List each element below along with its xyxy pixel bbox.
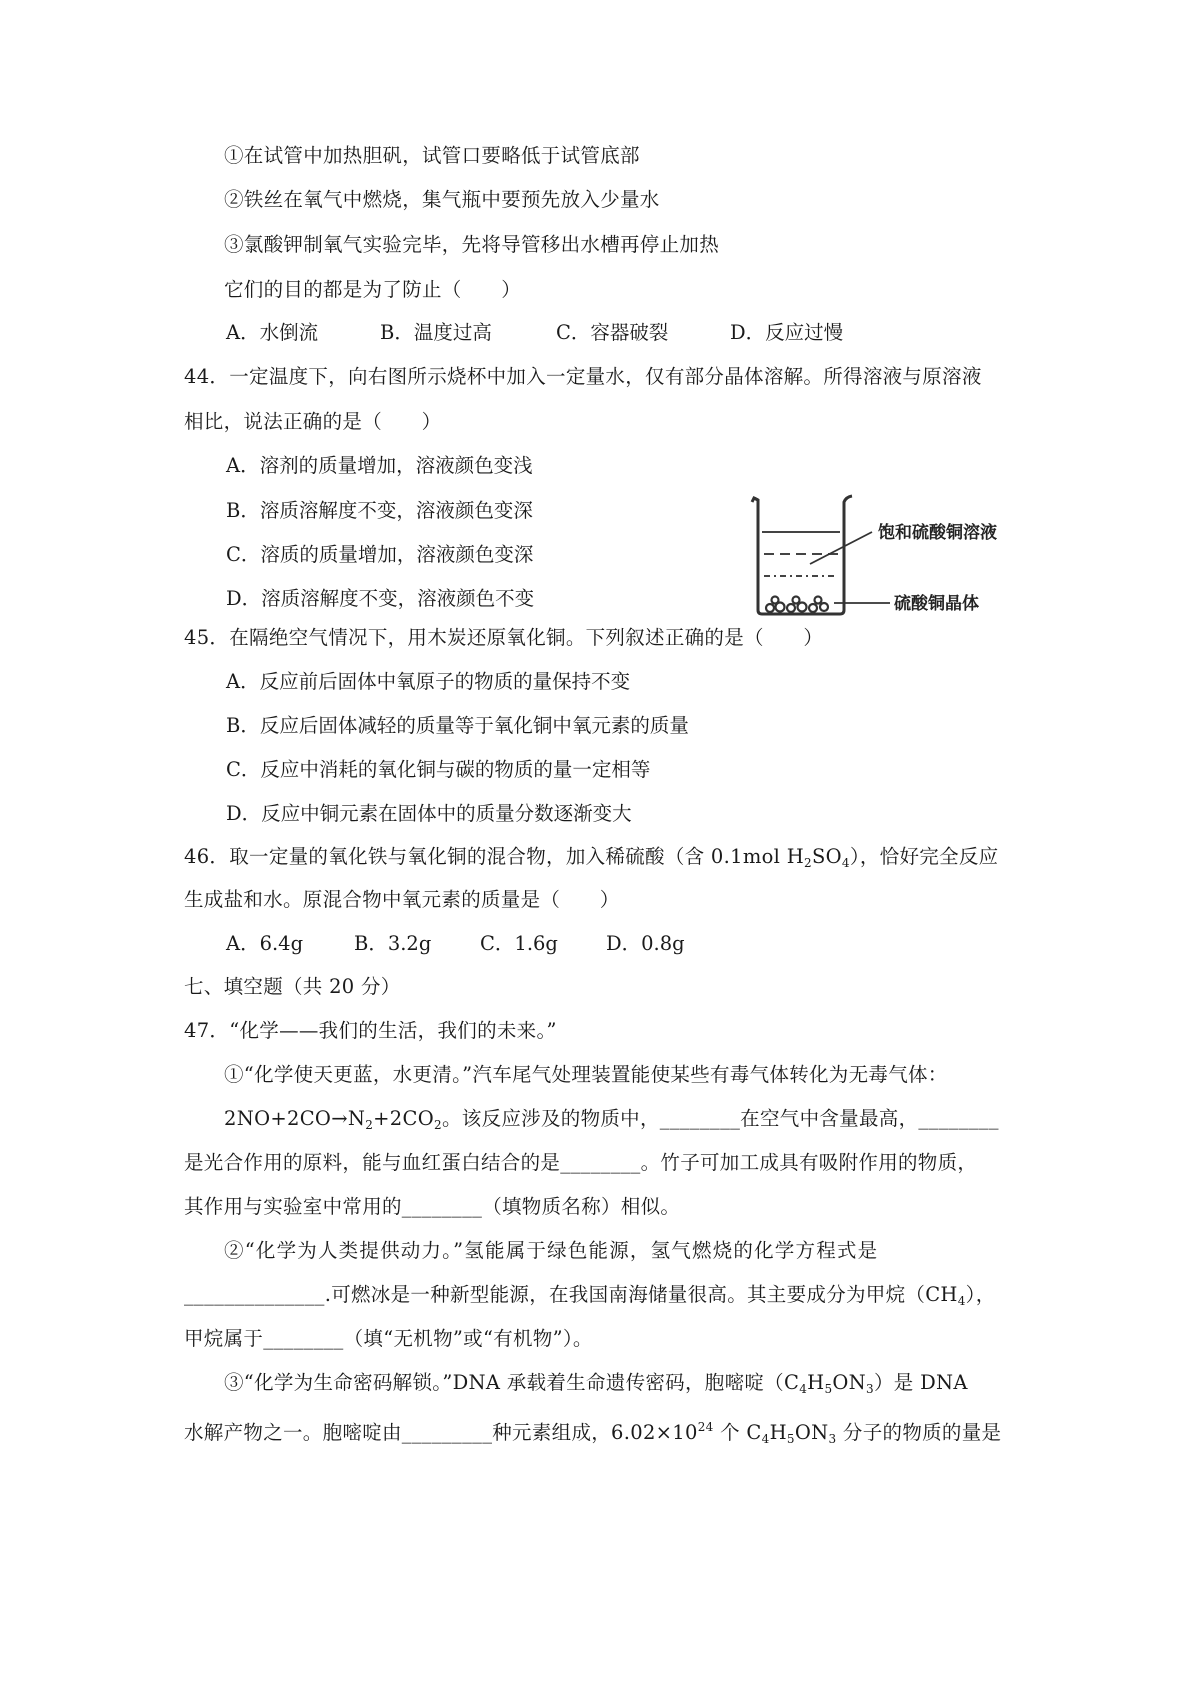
- equation-sub-n2: 2: [365, 1118, 374, 1132]
- q46-option-b: B．3.2g: [354, 932, 432, 955]
- part2-sub-4: 4: [957, 1294, 966, 1308]
- q46-stem-line1: [184, 843, 998, 877]
- q46-stem-part2: SO: [811, 845, 842, 868]
- equation-co: +2CO: [373, 1107, 435, 1130]
- q43-option-b: B．温度过高: [380, 321, 492, 344]
- part3-sub-c: 4: [799, 1382, 808, 1396]
- q43-stem: 它们的目的都是为了防止（ ）: [224, 278, 522, 301]
- part3-h: H: [807, 1371, 825, 1394]
- q47-part1-line4: 其作用与实验室中常用的________（填物质名称）相似。: [184, 1195, 681, 1218]
- part3-exponent: 24: [697, 1420, 714, 1434]
- q45-stem: 45．在隔绝空气情况下，用木炭还原氧化铜。下列叙述正确的是（ ）: [184, 626, 824, 649]
- equation-n: N: [347, 1107, 366, 1130]
- q43-option-a: A．水倒流: [226, 321, 319, 344]
- label-crystal: 硫酸铜晶体: [894, 594, 979, 614]
- part3-line2-b: 个 C: [713, 1421, 762, 1444]
- part3-line2-sub-h: 5: [786, 1432, 795, 1446]
- q44-option-c: C．溶质的质量增加，溶液颜色变深: [226, 543, 534, 566]
- q43-item-1: ①在试管中加热胆矾，试管口要略低于试管底部: [224, 144, 640, 167]
- q43-item-2: ②铁丝在氧气中燃烧，集气瓶中要预先放入少量水: [224, 188, 660, 211]
- part1-blanks-text: 。该反应涉及的物质中，________在空气中含量最高，________: [441, 1107, 999, 1130]
- q45-option-b: B．反应后固体减轻的质量等于氧化铜中氧元素的质量: [226, 714, 689, 737]
- arrow-icon: →: [331, 1107, 348, 1130]
- q43-item-3: ③氯酸钾制氧气实验完毕，先将导管移出水槽再停止加热: [224, 233, 720, 256]
- q46-stem-line2: 生成盐和水。原混合物中氧元素的质量是（ ）: [184, 888, 620, 911]
- q47-part2-line3: 甲烷属于________（填“无机物”或“有机物”）。: [184, 1327, 593, 1350]
- section-heading: 七、填空题（共 20 分）: [184, 975, 401, 998]
- solution-leader-line: [810, 532, 872, 564]
- q46-subscript-2: 2: [804, 856, 812, 870]
- beaker-figure: [748, 492, 1038, 620]
- q44-option-b: B．溶质溶解度不变，溶液颜色变深: [226, 499, 533, 522]
- part2-text-b: ），: [965, 1283, 996, 1306]
- q46-option-a: A．6.4g: [226, 932, 304, 955]
- q46-stem-part1: 46．取一定量的氧化铁与氧化铜的混合物，加入稀硫酸（含 0.1mol H: [184, 845, 804, 868]
- q47-part1-line3: 是光合作用的原料，能与血红蛋白结合的是________。竹子可加工成具有吸附作用的物质，: [184, 1151, 978, 1174]
- part3-on: ON: [832, 1371, 867, 1394]
- q43-option-c: C．容器破裂: [556, 321, 669, 344]
- label-saturated-solution: 饱和硫酸铜溶液: [878, 523, 997, 543]
- q45-option-d: D．反应中铜元素在固体中的质量分数逐渐变大: [226, 802, 632, 825]
- q47-part1-line1: ①“化学使天更蓝，水更清。”汽车尾气处理装置能使某些有毒气体转化为无毒气体：: [224, 1063, 948, 1086]
- q45-option-a: A．反应前后固体中氧原子的物质的量保持不变: [226, 670, 631, 693]
- q46-stem-part3: ），恰好完全反应: [849, 845, 999, 868]
- q46-option-c: C．1.6g: [480, 932, 558, 955]
- q47-part3-line2: [184, 1413, 1001, 1453]
- q46-option-d: D．0.8g: [606, 932, 685, 955]
- q47-part3-line1: [224, 1369, 968, 1403]
- part3-line2-a: 水解产物之一。胞嘧啶由_________种元素组成，6.02×10: [184, 1421, 698, 1444]
- crystal-particles: [766, 597, 828, 613]
- part3-sub-n: 3: [866, 1382, 874, 1396]
- equation-sub-co2: 2: [434, 1118, 442, 1132]
- equation-reactants: 2NO+2CO: [224, 1107, 332, 1130]
- part3-line2-sub-n: 3: [828, 1432, 837, 1446]
- q43-option-d: D．反应过慢: [730, 321, 844, 344]
- part2-text-a: ______________.可燃冰是一种新型能源，在我国南海储量很高。其主要成分为甲烷（CH: [184, 1283, 958, 1306]
- q46-subscript-4: 4: [841, 856, 850, 870]
- q47-part2-line2: [184, 1281, 996, 1315]
- part3-text-a: ③“化学为生命密码解锁。”DNA 承载着生命遗传密码，胞嘧啶（C: [224, 1371, 800, 1394]
- q47-title: 47．“化学——我们的生活，我们的未来。”: [184, 1019, 557, 1042]
- part3-line2-sub-c: 4: [761, 1432, 770, 1446]
- part3-text-b: ）是 DNA: [873, 1371, 968, 1394]
- part3-sub-h: 5: [824, 1382, 833, 1396]
- part3-line2-c: 分子的物质的量是: [836, 1421, 1002, 1444]
- q44-option-d: D．溶质溶解度不变，溶液颜色不变: [226, 587, 535, 610]
- q45-option-c: C．反应中消耗的氧化铜与碳的物质的量一定相等: [226, 758, 651, 781]
- q44-option-a: A．溶剂的质量增加，溶液颜色变浅: [226, 454, 533, 477]
- q44-stem-line2: 相比，说法正确的是（ ）: [184, 410, 442, 433]
- part3-line2-h: H: [769, 1421, 787, 1444]
- q47-part1-line2: [224, 1105, 999, 1139]
- q44-stem-line1: 44．一定温度下，向右图所示烧杯中加入一定量水，仅有部分晶体溶解。所得溶液与原溶液: [184, 365, 982, 388]
- part3-line2-on: ON: [794, 1421, 829, 1444]
- q47-part2-line1: ②“化学为人类提供动力。”氢能属于绿色能源，氢气燃烧的化学方程式是: [224, 1239, 879, 1262]
